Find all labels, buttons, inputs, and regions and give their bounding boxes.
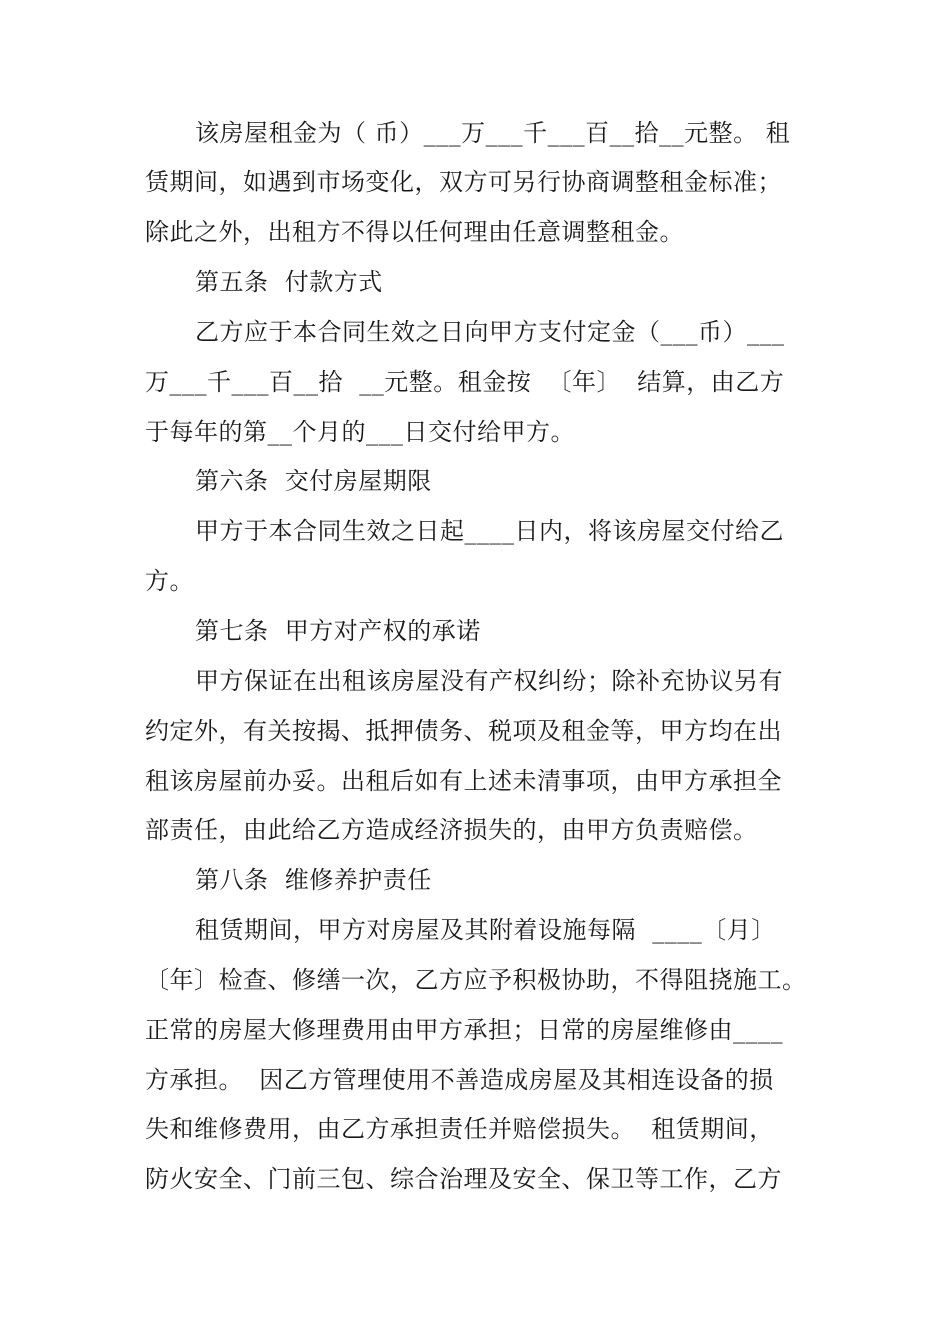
text-line: 方承担。 因乙方管理使用不善造成房屋及其相连设备的损 xyxy=(145,1066,774,1094)
text-line: 失和维修费用，由乙方承担责任并赔偿损失。 租赁期间， xyxy=(145,1115,774,1143)
text-line: 正常的房屋大修理费用由甲方承担；日常的房屋维修由____ xyxy=(145,1016,783,1044)
text-line: 除此之外，出租方不得以任何理由任意调整租金。 xyxy=(145,218,684,246)
text-line: 约定外，有关按揭、抵押债务、税项及租金等，甲方均在出 xyxy=(145,717,782,745)
text-line: 该房屋租金为（ 币）___万___千___百__拾__元整。 租 xyxy=(195,119,791,147)
section-heading: 第八条 维修养护责任 xyxy=(195,866,432,894)
text-line: 〔年〕检查、修缮一次，乙方应予积极协助，不得阻挠施工。 xyxy=(145,966,807,994)
text-line: 于每年的第__个月的___日交付给甲方。 xyxy=(145,418,575,446)
text-line: 甲方于本合同生效之日起____日内，将该房屋交付给乙 xyxy=(195,517,784,545)
text-line: 租该房屋前办妥。出租后如有上述未清事项，由甲方承担全 xyxy=(145,767,782,795)
text-line: 赁期间，如遇到市场变化，双方可另行协商调整租金标准； xyxy=(145,168,782,196)
section-heading: 第七条 甲方对产权的承诺 xyxy=(195,617,481,645)
text-line: 部责任，由此给乙方造成经济损失的，由甲方负责赔偿。 xyxy=(145,816,758,844)
text-line: 甲方保证在出租该房屋没有产权纠纷；除补充协议另有 xyxy=(195,667,783,695)
text-line: 万___千___百__拾 __元整。租金按 〔年〕 结算，由乙方 xyxy=(145,368,785,396)
text-line: 防火安全、门前三包、综合治理及安全、保卫等工作，乙方 xyxy=(145,1165,782,1193)
text-line: 租赁期间，甲方对房屋及其附着设施每隔 ____〔月〕 xyxy=(195,916,776,944)
text-line: 方。 xyxy=(145,567,194,595)
section-heading: 第五条 付款方式 xyxy=(195,268,383,296)
section-heading: 第六条 交付房屋期限 xyxy=(195,467,432,495)
text-line: 乙方应于本合同生效之日向甲方支付定金（___币）___ xyxy=(195,318,785,346)
